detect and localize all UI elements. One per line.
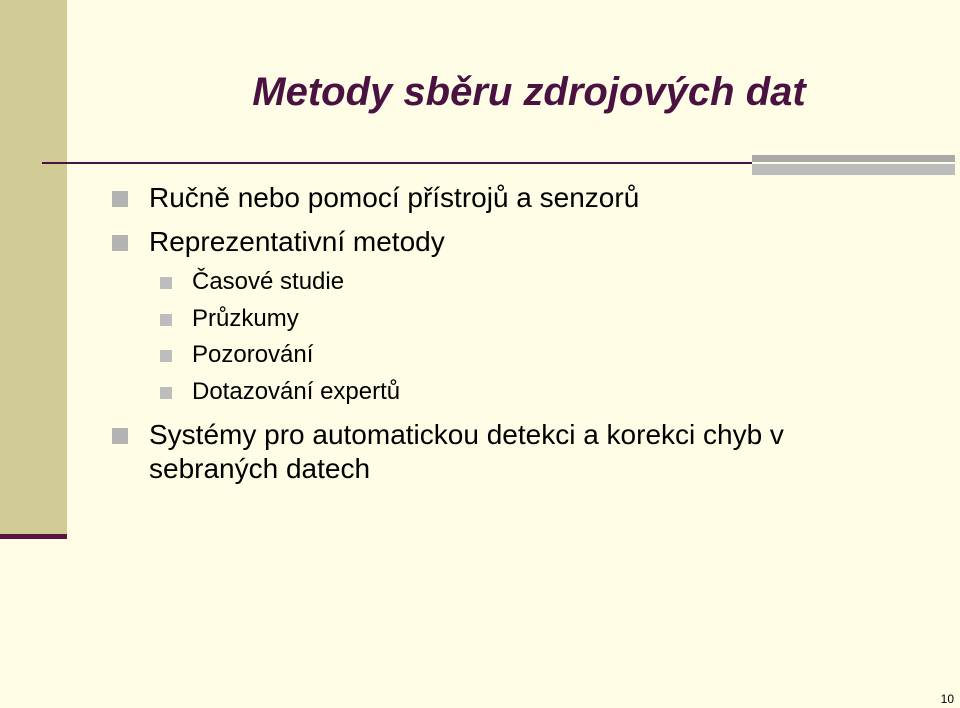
- square-bullet-icon: [160, 387, 172, 399]
- sub-bullet-item: Časové studie: [192, 268, 345, 295]
- bullet-item: Systémy pro automatickou detekci a korekci chyb v: [149, 419, 784, 450]
- title-underline: [42, 162, 756, 164]
- square-bullet-icon: [112, 428, 128, 444]
- bullet-item: Ručně nebo pomocí přístrojů a senzorů: [149, 182, 640, 213]
- square-bullet-icon: [112, 191, 128, 207]
- sub-bullet-item: Průzkumy: [192, 305, 299, 332]
- left-band-base-line: [0, 534, 67, 539]
- sub-bullet-item: Pozorování: [192, 341, 314, 368]
- bullet-item: Reprezentativní metody: [149, 226, 445, 257]
- bullet-item-continuation: sebraných datech: [149, 453, 371, 484]
- decorative-gray-bar: [752, 155, 955, 175]
- square-bullet-icon: [160, 350, 172, 362]
- slide-title: Metody sběru zdrojových dat: [252, 70, 806, 114]
- square-bullet-icon: [160, 277, 172, 289]
- sub-bullet-item: Dotazování expertů: [192, 378, 401, 405]
- square-bullet-icon: [112, 235, 128, 251]
- square-bullet-icon: [160, 314, 172, 326]
- slide-number: 10: [940, 692, 954, 706]
